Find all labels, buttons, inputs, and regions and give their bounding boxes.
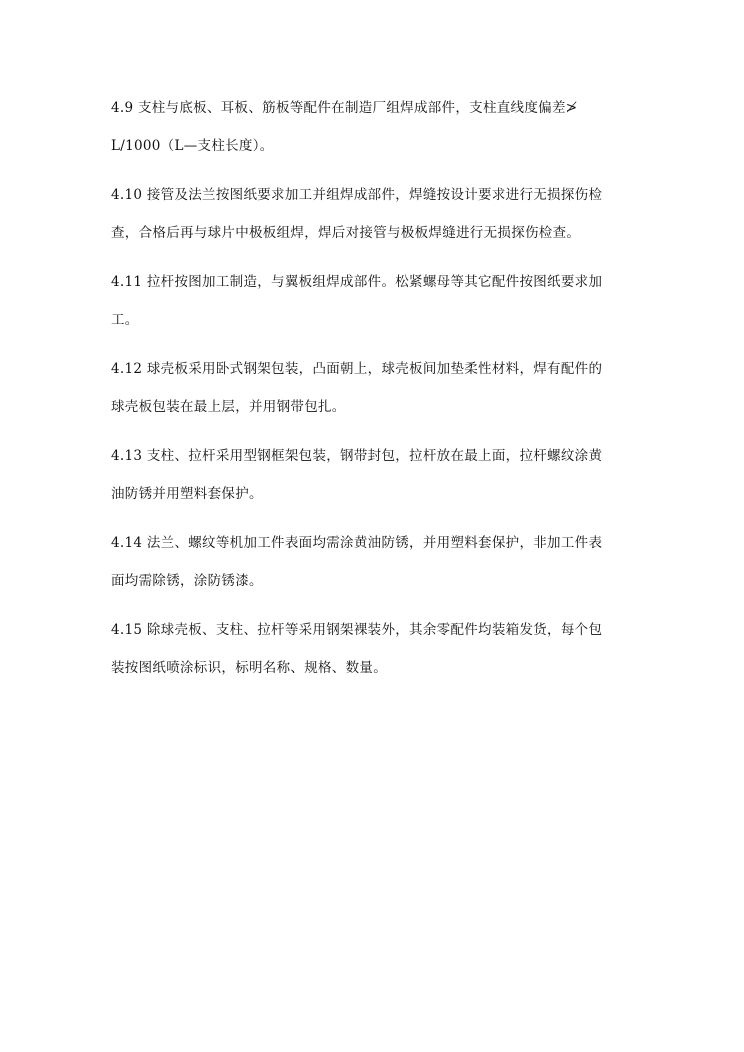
- paragraph-4-15: [111, 618, 633, 694]
- paragraph-4-9: [111, 96, 633, 172]
- paragraph-line: 油防锈并用塑料套保护。: [111, 486, 263, 502]
- paragraph-line: 4.15 除球壳板、支柱、拉杆等采用钢架裸装外，其余零配件均装箱发货，每个包: [111, 622, 603, 638]
- paragraph-4-14: [111, 531, 633, 607]
- paragraph-line: 4.12 球壳板采用卧式钢架包装，凸面朝上，球壳板间加垫柔性材料，焊有配件的: [111, 361, 603, 377]
- paragraph-4-10: [111, 183, 633, 259]
- paragraph-line: 4.13 支柱、拉杆采用型钢框架包装，钢带封包，拉杆放在最上面，拉杆螺纹涂黄: [111, 448, 603, 464]
- paragraph-line: 4.14 法兰、螺纹等机加工件表面均需涂黄油防锈，并用塑料套保护，非加工件表: [111, 535, 603, 551]
- paragraph-4-11: [111, 270, 633, 346]
- paragraph-line: 4.9 支柱与底板、耳板、筋板等配件在制造厂组焊成部件，支柱直线度偏差≯: [111, 100, 578, 116]
- paragraph-line: 装按图纸喷涂标识，标明名称、规格、数量。: [111, 660, 387, 676]
- paragraph-line: 4.11 拉杆按图加工制造，与翼板组焊成部件。松紧螺母等其它配件按图纸要求加: [111, 274, 603, 290]
- paragraph-line: 球壳板包装在最上层，并用钢带包扎。: [111, 399, 346, 415]
- paragraph-line: 4.10 接管及法兰按图纸要求加工并组焊成部件，焊缝按设计要求进行无损探伤检: [111, 187, 603, 203]
- paragraph-4-13: [111, 444, 633, 520]
- paragraph-line: 面均需除锈，涂防锈漆。: [111, 573, 263, 589]
- document-body: [111, 96, 633, 705]
- paragraph-line: L/1000（L—支柱长度）。: [111, 138, 274, 154]
- paragraph-4-12: [111, 357, 633, 433]
- paragraph-line: 查，合格后再与球片中极板组焊，焊后对接管与极板焊缝进行无损探伤检查。: [111, 225, 581, 241]
- paragraph-line: 工。: [111, 312, 139, 328]
